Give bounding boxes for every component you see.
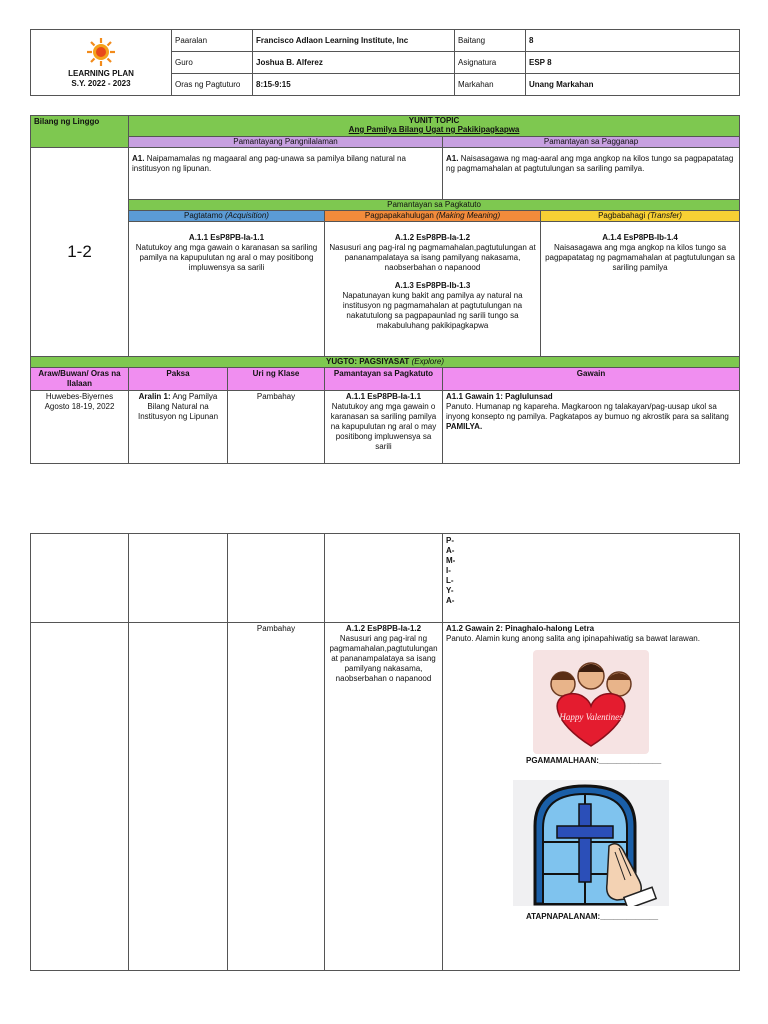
- yunit-topic-cell: [129, 116, 740, 137]
- row1-paksa: [129, 390, 228, 463]
- family-heart-image: [533, 650, 649, 754]
- acquisition-label: Pagtatamo: [184, 210, 223, 220]
- row2-gawain-title: A1.2 Gawain 2: Pinaghalo-halong Letra: [446, 624, 595, 633]
- baitang-label: Baitang: [455, 30, 526, 52]
- making-meaning-label: Pagpapakahulugan: [364, 210, 434, 220]
- pangnilalaman-text-cell: [129, 147, 443, 199]
- row2-pamantayan: [325, 623, 443, 971]
- paaralan-value: Francisco Adlaon Learning Institute, Inc: [253, 30, 455, 52]
- oras-value: 8:15-9:15: [253, 74, 455, 96]
- row1-gawain-title: A1.1 Gawain 1: Paglulunsad: [446, 391, 553, 401]
- markahan-label: Markahan: [455, 74, 526, 96]
- learning-plan-table: [30, 115, 740, 464]
- making-meaning-sub: (Making Meaning): [436, 210, 501, 220]
- acquisition-code: A.1.1 EsP8PB-Ia-1.1: [188, 232, 265, 242]
- transfer-label: Pagbabahagi: [598, 210, 646, 220]
- making-meaning-code-2: A.1.3 EsP8PB-Ib-1.3: [394, 280, 471, 290]
- row2-gawain-text: Panuto. Alamin kung anong salita ang ipinapahiwatig sa bawat larawan.: [446, 634, 700, 643]
- pangnilalaman-header: Pamantayang Pangnilalaman: [129, 136, 443, 147]
- making-meaning-text-1: Nasusuri ang pag-iral ng pagmamahalan,pagtutulungan at pananampalataya sa isang pamilyang nakasama, naobserbahan o napanood: [329, 242, 536, 272]
- making-meaning-text-2: Napatunayan kung bakit ang pamilya ay natural na institusyon ng pagmamahalan at pagtutulungan na nakatutulong sa pagpapaunlad ng sarili tungo sa makabuluhang pakikipagkapwa: [342, 290, 523, 330]
- transfer-header: [541, 210, 740, 221]
- making-meaning-header: [325, 210, 541, 221]
- acquisition-cell: [129, 221, 325, 356]
- acrostic-letter: I-: [446, 566, 451, 575]
- row2-gawain: [443, 623, 740, 971]
- acquisition-header: [129, 210, 325, 221]
- sun-logo-icon: [85, 37, 117, 67]
- acrostic-letter: L-: [446, 576, 454, 585]
- acrostic-letter: A-: [446, 546, 455, 555]
- pagganap-header: Pamantayan sa Pagganap: [443, 136, 740, 147]
- row1-gawain-word: PAMILYA.: [446, 421, 483, 431]
- acrostic-letter: Y-: [446, 586, 454, 595]
- pamilya-acrostic: [443, 534, 740, 623]
- bilang-label: Bilang ng Linggo: [31, 116, 129, 148]
- cont-uri-empty: [228, 534, 325, 623]
- school-year: S.Y. 2022 - 2023: [71, 78, 131, 88]
- col-araw: Araw/Buwan/ Oras na Ilalaan: [31, 367, 129, 390]
- row1-gawain-text: Panuto. Humanap ng kapareha. Magkaroon ng talakayan/pag-uusap ukol sa inyong konsepto ng pamilya. Pagkatapos ay bumuo ng akrostik para sa salitang: [446, 401, 729, 421]
- week-number: 1-2: [31, 147, 129, 356]
- acrostic-letter: P-: [446, 536, 454, 545]
- paaralan-label: Paaralan: [172, 30, 253, 52]
- col-uri: Uri ng Klase: [228, 367, 325, 390]
- acquisition-text: Natutukoy ang mga gawain o karanasan sa sariling pamilya na kapupulutan ng aral o may positibong impluwensya sa sarili: [135, 242, 318, 272]
- yunit-topic-value: Ang Pamilya Bilang Ugat ng Pakikipagkapwa: [348, 124, 520, 134]
- row2-comp: Nasusuri ang pag-iral ng pagmamahalan,pagtutulungan at pananampalataya sa isang pamilyang nakasama, naobserbahan o napanood: [329, 634, 438, 683]
- row2-araw-empty: [31, 623, 129, 971]
- cont-araw-empty: [31, 534, 129, 623]
- row1-gawain: [443, 390, 740, 463]
- pangnilalaman-code: A1.: [132, 153, 145, 163]
- transfer-code: A.1.4 EsP8PB-Ib-1.4: [602, 232, 678, 242]
- pagganap-text: Naisasagawa ng mag-aaral ang mga angkop na kilos tungo sa pagpapatatag ng pagmamahalan at pagtutulungan sa sariling pamilya.: [446, 153, 734, 173]
- yugto-label: YUGTO: PAGSIYASAT: [326, 356, 410, 366]
- transfer-cell: [541, 221, 740, 356]
- yugto-header: [31, 356, 740, 367]
- markahan-value: Unang Markahan: [526, 74, 740, 96]
- baitang-value: 8: [526, 30, 740, 52]
- row1-araw: Huwebes-Biyernes Agosto 18-19, 2022: [31, 390, 129, 463]
- asignatura-value: ESP 8: [526, 52, 740, 74]
- acrostic-letter: A-: [446, 596, 455, 605]
- col-paksa: Paksa: [129, 367, 228, 390]
- fill-blank-1: PGAMAMALHAAN:______________: [526, 756, 662, 765]
- asignatura-label: Asignatura: [455, 52, 526, 74]
- oras-label: Oras ng Pagtuturo: [172, 74, 253, 96]
- acrostic-letter: M-: [446, 556, 456, 565]
- header-table: [30, 29, 740, 96]
- making-meaning-cell: [325, 221, 541, 356]
- pangnilalaman-text: Naipamamalas ng magaaral ang pag-unawa sa pamilya bilang natural na institusyon ng lipunan.: [132, 153, 406, 173]
- row2-uri: Pambahay: [228, 623, 325, 971]
- pagganap-code: A1.: [446, 153, 459, 163]
- row2-code: A.1.2 EsP8PB-Ia-1.2: [345, 624, 422, 633]
- col-gawain: Gawain: [443, 367, 740, 390]
- row2-paksa-empty: [129, 623, 228, 971]
- cont-paksa-empty: [129, 534, 228, 623]
- row1-pamantayan: [325, 390, 443, 463]
- pagganap-text-cell: [443, 147, 740, 199]
- fill-blank-2: ATAPNAPALANAM:_____________: [526, 912, 659, 921]
- row1-uri: Pambahay: [228, 390, 325, 463]
- church-window-prayer-image: [513, 780, 669, 906]
- row1-code: A.1.1 EsP8PB-Ia-1.1: [345, 391, 422, 401]
- transfer-text: Naisasagawa ang mga angkop na kilos tungo sa pagpapatatag ng pagmamahalan at pagtutulungan sa sariling pamilya: [545, 242, 735, 272]
- making-meaning-code-1: A.1.2 EsP8PB-Ia-1.2: [394, 232, 471, 242]
- logo-title: LEARNING PLAN: [68, 69, 134, 79]
- logo-cell: [31, 30, 172, 96]
- yugto-sub: (Explore): [411, 356, 445, 366]
- guro-value: Joshua B. Alferez: [253, 52, 455, 74]
- row1-aralin-label: Aralin 1:: [138, 391, 171, 401]
- col-pamantayan: Pamantayan sa Pagkatuto: [325, 367, 443, 390]
- pagkatuto-header: Pamantayan sa Pagkatuto: [129, 199, 740, 210]
- cont-pamantayan-empty: [325, 534, 443, 623]
- valentine-caption: Happy Valentines: [559, 712, 623, 722]
- row1-comp: Natutukoy ang mga gawain o karanasan sa sariling pamilya na kapupulutan ng aral o may positibong impluwensya sa sarili: [330, 401, 437, 451]
- transfer-sub: (Transfer): [647, 210, 682, 220]
- yunit-topic-label: YUNIT TOPIC: [408, 116, 460, 125]
- continuation-table: [30, 533, 740, 971]
- guro-label: Guro: [172, 52, 253, 74]
- acquisition-sub: (Acquisition): [224, 210, 269, 220]
- row1-aralin-text: Ang Pamilya Bilang Natural na Institusyon ng Lipunan: [137, 391, 219, 421]
